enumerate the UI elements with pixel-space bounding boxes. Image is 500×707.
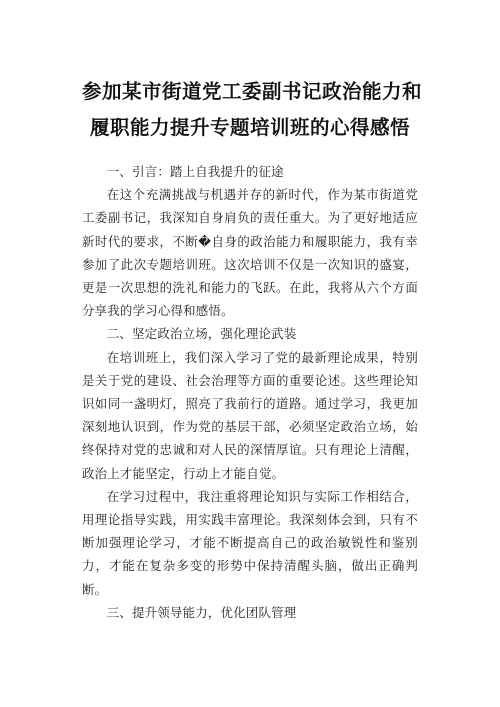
document-title (82, 74, 423, 146)
document-body (82, 160, 418, 624)
section-2-paragraph-2: 在学习过程中，我注重将理论知识与实际工作相结合，用理论指导实践，用实践丰富理论。我深刻体会到，只有不断加强理论学习，才能不断提高自己的政治敏锐性和鉴别力，才能在复杂多变的形势中保持清醒头脑，做出正确判断。 (82, 488, 418, 597)
section-1-paragraph-1: 在这个充满挑战与机遇并存的新时代，作为某市街道党工委副书记，我深知自身肩负的责任重大。为了更好地适应新时代的要求，不断�自身的政治能力和履职能力，我有幸参加了此次专题培训班。这次培训不仅是一次知识的盛宴，更是一次思想的洗礼和能力的飞跃。在此，我将从六个方面分享我的学习心得和感悟。 (82, 187, 418, 319)
section-heading-2: 二、坚定政治立场，强化理论武装 (106, 326, 297, 342)
title-line-2: 履职能力提升专题培训班的心得感悟 (89, 116, 410, 139)
section-heading-1: 一、引言：踏上自我提升的征途 (106, 164, 284, 179)
title-line-1: 参加某市街道党工委副书记政治能力和 (82, 80, 423, 103)
section-heading-3: 三、提升领导能力，优化团队管理 (106, 604, 297, 620)
section-2-paragraph-1: 在培训班上，我们深入学习了党的最新理论成果，特别是关于党的建设、社会治理等方面的重要论述。这些理论知识如同一盏明灯，照亮了我前行的道路。通过学习，我更加深刻地认识到，作为党的基层干部，必须坚定政治立场，始终保持对党的忠诚和对人民的深情厚谊。只有理论上清醒，政治上才能坚定，行动上才能自觉。 (82, 349, 418, 481)
